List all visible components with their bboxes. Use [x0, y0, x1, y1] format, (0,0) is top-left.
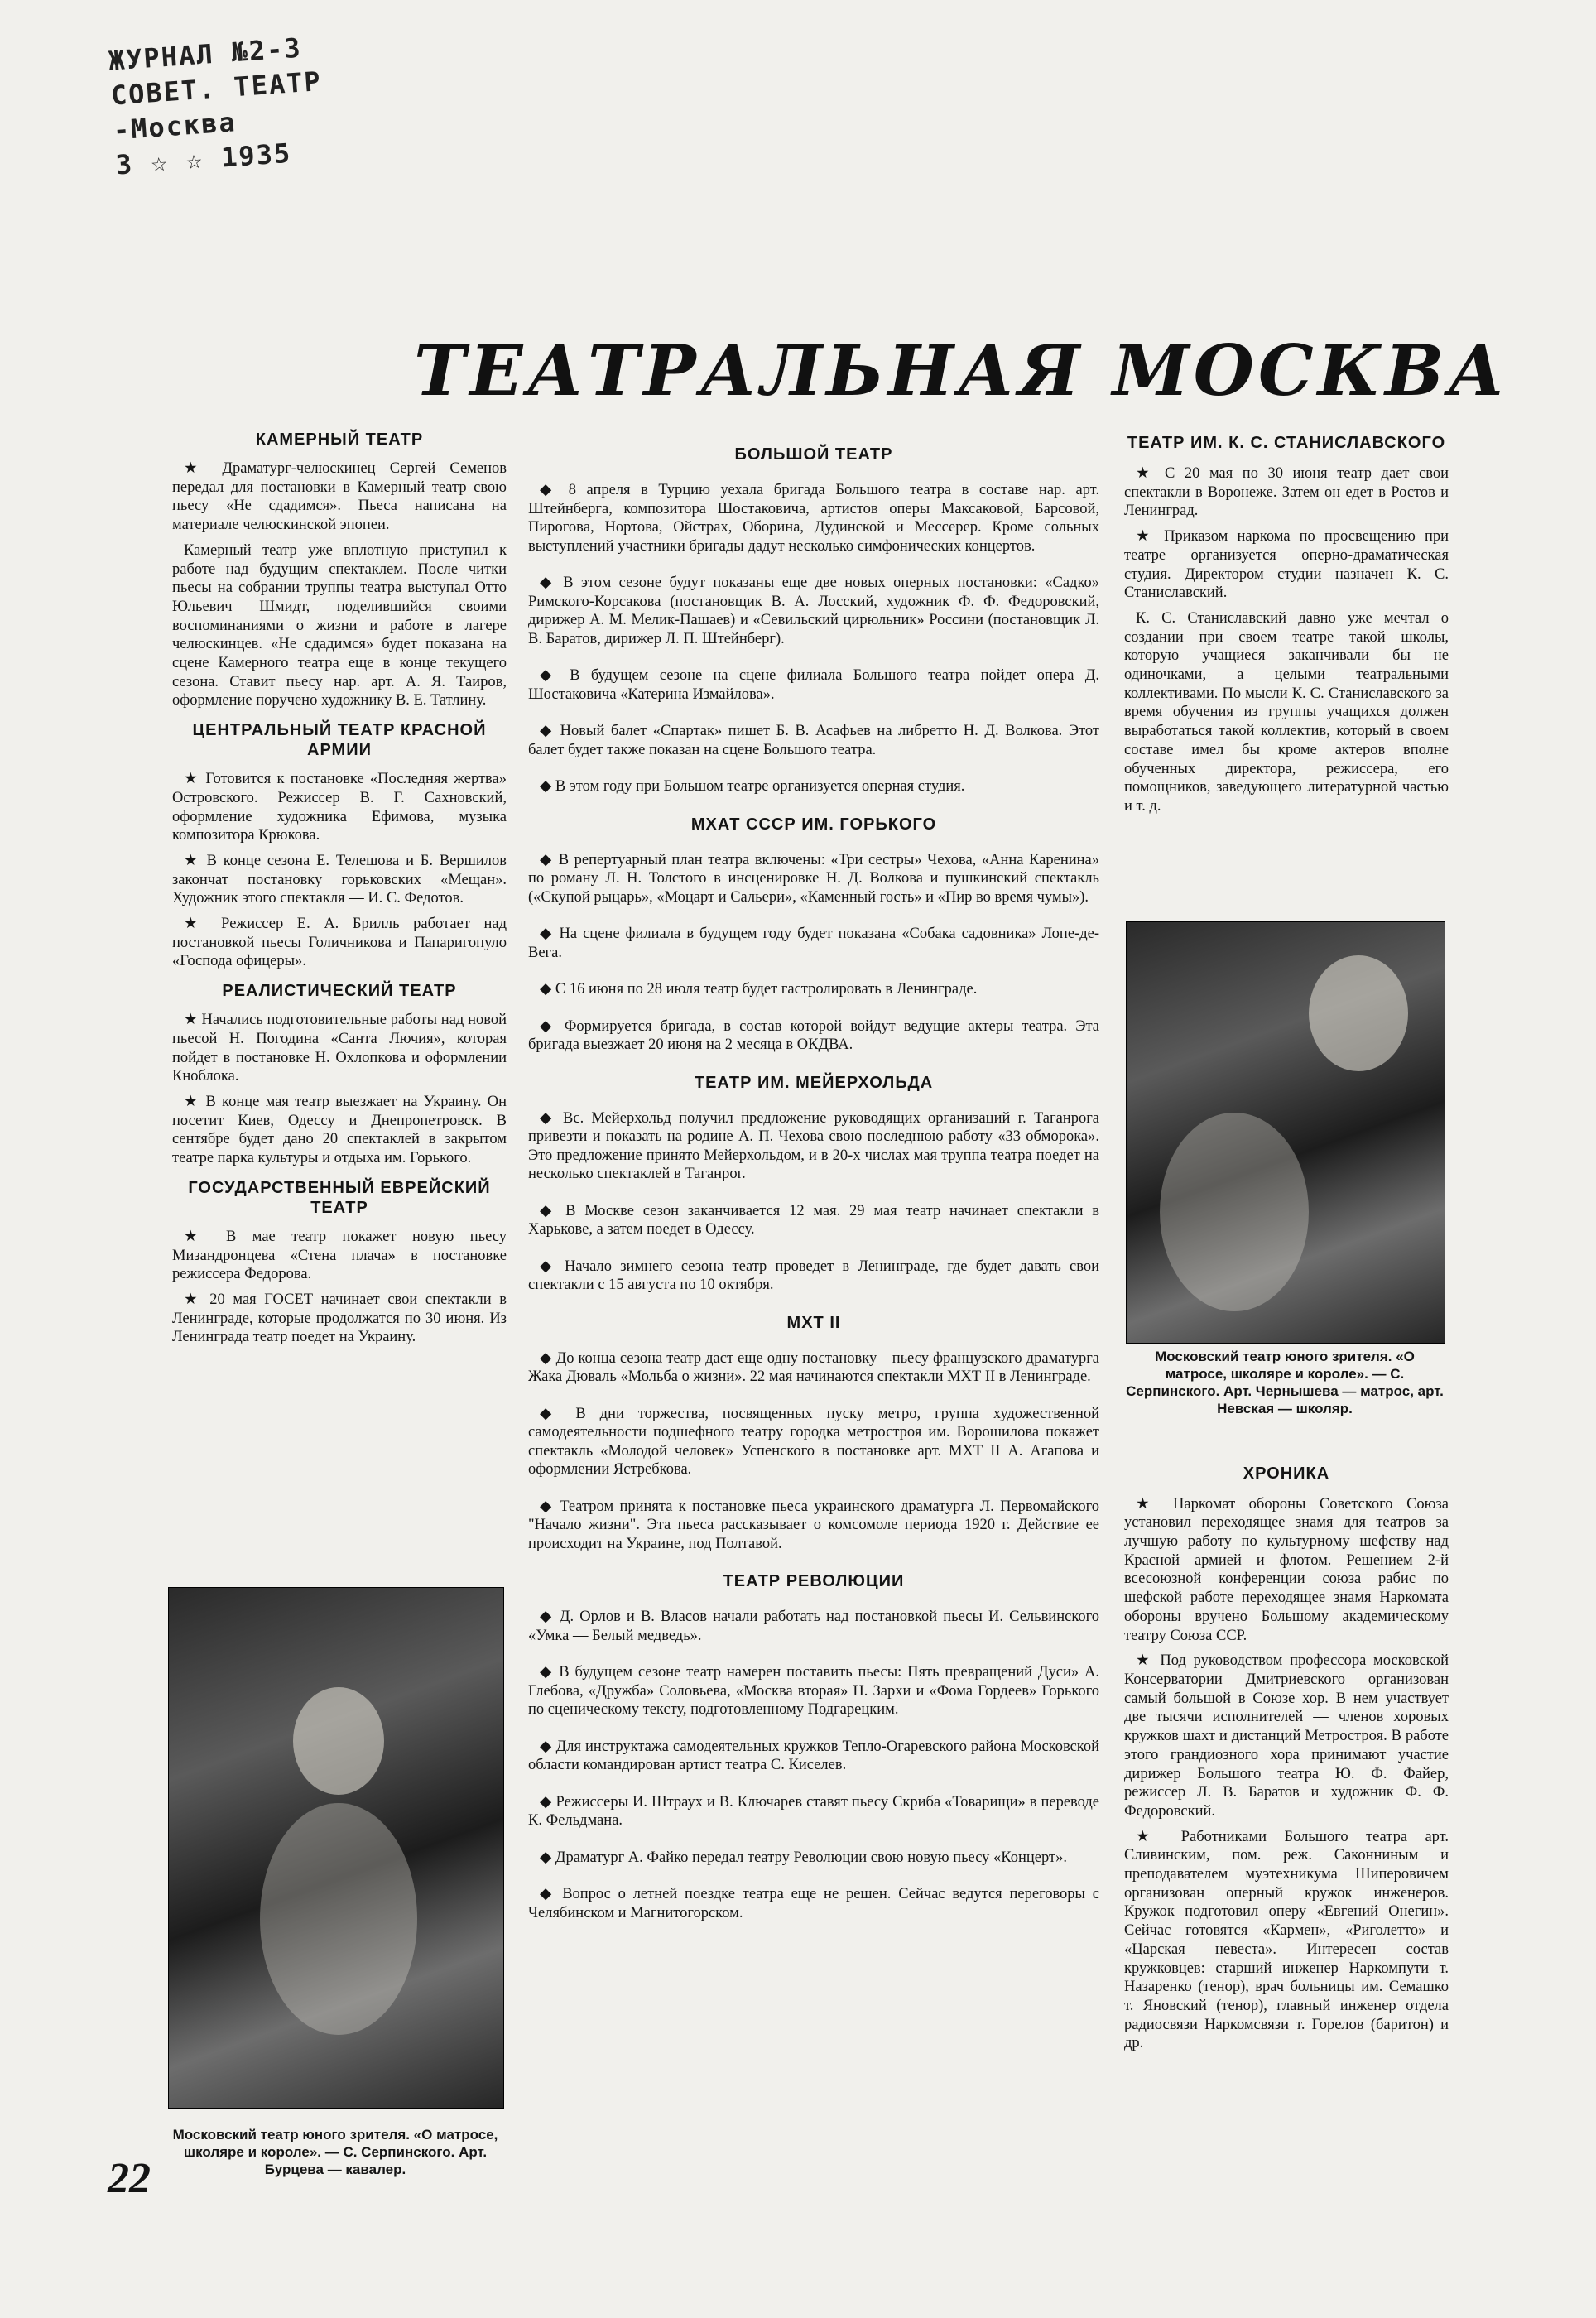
article-paragraph: ◆ Вопрос о летней поездке театра еще не решен. Сейчас ведутся переговоры с Челябинском и Магнитогорском.	[528, 1886, 1099, 1921]
article-section	[1124, 1464, 1449, 2053]
article-section	[172, 720, 507, 971]
article-paragraph: ◆ Начало зимнего сезона театр проведет в Ленинграде, где будет давать свои спектакли с 15 августа по 10 октября.	[528, 1258, 1099, 1293]
article-paragraph: ◆ До конца сезона театр даст еще одну постановку—пьесу французского драматурга Жака Дюваль «Мольба о жизни». 22 мая начинаются спектакли МХТ II в Ленинграде.	[528, 1349, 1099, 1385]
article-paragraph: ◆ В будущем сезоне на сцене филиала Большого театра пойдет опера Д. Шостаковича «Катерина Измайлова».	[528, 667, 1099, 703]
article-paragraph: ◆ В этом сезоне будут показаны еще две новых оперных постановки: «Садко» Римского-Корсакова (постановщик В. А. Лосский, художник Ф. Ф. Федоровский, дирижер А. М. Мелик-Пашаев) и «Севильский цирюльник» Россини (постановщик Л. В. Баратов, дирижер Л. П. Штейнберг).	[528, 575, 1099, 647]
photo-caption-left: Московский театр юного зрителя. «О матросе, школяре и короле». — С. Серпинского. Арт. Бурцева — кавалер.	[172, 2127, 498, 2177]
section-heading: МХАТ СССР ИМ. ГОРЬКОГО	[690, 815, 937, 834]
article-paragraph: ★ Работниками Большого театра арт. Сливинским, пом. реж. Саконниным и преподавателем муэтехникума Шиперовичем организован оперный кружок инженеров. Кружок подготовил оперу «Евгений Онегин». Сейчас готовятся «Кармен», «Риголетто» и «Царская невеста». Интересен состав кружковцев: старший инженер Наркомпути т. Назаренко (тенор), врач больницы им. Семашко т. Яновский (тенор), главный инженер отдела радиосвязи Наркомсвязи т. Горелов (баритон) и др.	[1124, 1828, 1449, 2052]
section-heading: ТЕАТР ИМ. МЕЙЕРХОЛЬДА	[694, 1073, 934, 1092]
archive-stamp	[108, 20, 464, 183]
article-paragraph: ◆ В этом году при Большом театре организуется оперная студия.	[540, 778, 965, 795]
photo-figure-body	[1160, 1113, 1309, 1311]
article-section	[1124, 433, 1449, 816]
column-left	[172, 426, 507, 1357]
article-paragraph: Камерный театр уже вплотную приступил к работе над будущим спектаклем. После читки пьесы на собрании труппы театра выступал Отто Юльевич Шмидт, поделившийся своими воспоминаниями о жизни и работе в лагере челюскинцев. «Не сдадимся» будет показана на сцене Камерного театра еще в конце текущего сезона. Ставит пьесу нар. арт. А. Я. Таиров, оформление поручено художнику В. Е. Татлину.	[172, 541, 507, 709]
section-heading: ГОСУДАРСТВЕННЫЙ ЕВРЕЙСКИЙ ТЕАТР	[188, 1178, 491, 1217]
section-heading: БОЛЬШОЙ ТЕАТР	[734, 445, 893, 464]
article-paragraph: ◆ В репертуарный план театра включены: «Три сестры» Чехова, «Анна Каренина» по роману Л. Н. Толстого в инсценировке Н. Д. Волкова и пушкинский спектакль («Скупой рыцарь», «Моцарт и Сальери», «Каменный гость» и «Пир во время чумы»).	[528, 851, 1099, 906]
section-heading: РЕАЛИСТИЧЕСКИЙ ТЕАТР	[222, 982, 457, 1001]
article-paragraph: ◆ Драматург А. Файко передал театру Революции свою новую пьесу «Концерт».	[540, 1849, 1067, 1866]
article-section	[528, 815, 1099, 1055]
article-section	[172, 981, 507, 1168]
section-heading: МХТ II	[786, 1313, 841, 1332]
article-section	[528, 1313, 1099, 1554]
article-paragraph: ◆ 8 апреля в Турцию уехала бригада Большого театра в составе нар. арт. Штейнберга, композитора Шостаковича, артистов оперы Максаковой, Барсовой, Пироговa, Нортова, Ойстрах, Оборина, Дудинской и Мессерер. Кроме сольных выступлений участники бригады дадут несколько симфонических концертов.	[528, 482, 1099, 555]
photo-caption-right: Московский театр юного зрителя. «О матросе, школяре и короле». — С. Серпинского. Арт. Чернышева — матрос, арт. Невская — школяр.	[1126, 1349, 1444, 1416]
article-paragraph: ◆ С 16 июня по 28 июля театр будет гастролировать в Ленинграде.	[540, 981, 978, 998]
article-paragraph: ◆ В дни торжества, посвященных пуску метро, группа художественной самодеятельности подшефного театру городка метростроя им. Ворошилова покажет спектакль «Молодой человек» Успенского в постановке арт. МХТ II А. Агапова и оформлении Ястребкова.	[528, 1405, 1099, 1478]
article-paragraph: ★ В мае театр покажет новую пьесу Мизандронцева «Стена плача» в постановке режиссера Федорова.	[172, 1228, 507, 1283]
article-paragraph: ★ Драматург-челюскинец Сергей Семенов передал для постановки в Камерный театр свою пьесу «Не сдадимся». Пьеса написана на материале челюскинской эпопеи.	[172, 460, 507, 534]
article-section	[172, 1178, 507, 1347]
section-heading: ХРОНИКА	[1243, 1464, 1330, 1483]
article-paragraph: К. С. Станиславский давно уже мечтал о создании при своем театре такой школы, которую учащиеся заканчивали бы не одиночками, а целыми театральными коллективами. По мысли К. С. Станиславского за время обучения из группы учащихся должен выработаться такой коллектив, который в своем составе имел бы кроме актеров вполне обученных директора, режиссера, его помощников, заведующего литературной частью и т. д.	[1124, 609, 1449, 815]
photo-figure-head	[293, 1687, 384, 1795]
column-center	[528, 426, 1099, 1940]
section-heading: ТЕАТР РЕВОЛЮЦИИ	[723, 1572, 905, 1590]
article-paragraph: ★ Наркомат обороны Советского Союза установил переходящее знамя для театров за лучшую работу по культурному шефству над Красной армией и флотом. Решением 2-й всесоюзной конференции союза рабис по шефской работе переходящее знамя Наркомата обороны вручено Большому академическому театру Союза ССР.	[1124, 1495, 1449, 1644]
photo-cavalier	[168, 1587, 504, 2109]
stamp-line-publisher: СОВЕТ. ТЕАТР -Москва	[109, 65, 323, 147]
article-paragraph: ◆ На сцене филиала в будущем году будет показана «Собака садовника» Лопе-де-Вега.	[528, 926, 1099, 961]
page-title: ТЕАТРАЛЬНАЯ МОСКВА	[414, 329, 1509, 411]
article-section	[172, 430, 507, 710]
article-paragraph: ★ 20 мая ГОСЕТ начинает свои спектакли в Ленинграде, которые продолжатся по 30 июня. Из Ленинграда театр поедет на Украину.	[172, 1291, 507, 1346]
article-paragraph: ★ Режиссер Е. А. Брилль работает над постановкой пьесы Голичникова и Папаригопуло «Господа офицеры».	[172, 916, 507, 970]
article-paragraph: ◆ Формируется бригада, в состав которой войдут ведущие актеры театра. Эта бригада выезжает 20 июня на 2 месяца в ОКДВА.	[528, 1017, 1099, 1053]
article-paragraph: ◆ Д. Орлов и В. Власов начали работать над постановкой пьесы И. Сельвинского «Умка — Белый медведь».	[528, 1609, 1099, 1644]
article-paragraph: ★ Начались подготовительные работы над новой пьесой Н. Погодина «Санта Лючия», которая пойдет в постановке Н. Охлопкова и оформлении Кноблока.	[172, 1012, 507, 1085]
article-section	[528, 445, 1099, 796]
photo-sailor-student	[1126, 921, 1445, 1344]
section-heading: ЦЕНТРАЛЬНЫЙ ТЕАТР КРАСНОЙ АРМИИ	[192, 721, 487, 760]
article-paragraph: ◆ Режиссеры И. Штраух и В. Ключарев ставят пьесу Скриба «Товарищи» в переводе К. Фельдмана.	[528, 1793, 1099, 1829]
page-number: 22	[108, 2155, 151, 2202]
article-paragraph: ◆ Для инструктажа самодеятельных кружков Тепло-Огаревского района Московской области командирован артист театра С. Киселев.	[528, 1738, 1099, 1773]
article-paragraph: ★ В конце мая театр выезжает на Украину. Он посетит Киев, Одессу и Днепропетровск. В сентябре будет дано 20 спектаклей в закрытом театре парка культуры и отдыха им. Горького.	[172, 1093, 507, 1167]
article-paragraph: ★ Приказом наркома по просвещению при театре организуется оперно-драматическая студия. Директором студии назначен К. С. Станиславский.	[1124, 528, 1449, 602]
section-heading: ТЕАТР ИМ. К. С. СТАНИСЛАВСКОГО	[1127, 434, 1446, 452]
photo-figure-head	[1309, 955, 1408, 1071]
stamp-line-journal: ЖУРНАЛ №2-3	[107, 31, 303, 77]
article-paragraph: ★ Готовится к постановке «Последняя жертва» Островского. Режиссер В. Г. Сахновский, оформление художника Ефимова, музыка композитора Крюкова.	[172, 771, 507, 844]
article-paragraph: ◆ Театром принята к постановке пьеса украинского драматурга Л. Первомайского "Начало жизни". Эта пьеса рассказывает о комсомоле периода 1920 г. Действие ее происходит на Украине, под Полтавой.	[528, 1498, 1099, 1552]
article-paragraph: ◆ В Москве сезон заканчивается 12 мая. 29 мая театр начинает спектакли в Харькове, а затем поедет в Одессу.	[528, 1202, 1099, 1238]
article-paragraph: ★ В конце сезона Е. Телешова и Б. Вершилов закончат постановку горьковских «Мещан». Художник этого спектакля — И. С. Федотов.	[172, 852, 507, 907]
stamp-line-year: 3 ☆ ☆ 1935	[114, 137, 293, 181]
article-paragraph: ★ С 20 мая по 30 июня театр дает свои спектакли в Воронеже. Затем он едет в Ростов и Ленинград.	[1124, 465, 1449, 520]
article-paragraph: ◆ Вс. Мейерхольд получил предложение руководящих организаций г. Таганрога привезти и показать на родине А. П. Чехова свою последнюю работу «33 обморока». Это предложение принято Мейерхольдом, и в 20-х числах мая труппа театра поедет на несколько спектаклей в Таганрог.	[528, 1109, 1099, 1182]
article-section	[528, 1073, 1099, 1295]
article-paragraph: ★ Под руководством профессора московской Консерватории Дмитриевского организован самый большой в Союзе хор. В нем участвует две тысячи исполнителей — членов хоровых кружков шахт и дистанций Метростроя. В работе этого грандиозного хора принимают участие дирижер Большого театра Ю. Ф. Файер, режиссер Л. В. Баратов и художник Ф. Ф. Федоровский.	[1124, 1652, 1449, 1820]
article-section	[528, 1571, 1099, 1922]
article-paragraph: ◆ Новый балет «Спартак» пишет Б. В. Асафьев на либретто Н. Д. Волкова. Этот балет будет также показан на сцене Большого театра.	[528, 723, 1099, 758]
photo-figure-body	[260, 1803, 417, 2035]
article-paragraph: ◆ В будущем сезоне театр намерен поставить пьесы: Пять превращений Дуси» А. Глебова, «Дружба» Соловьева, «Москва вторая» Н. Зархи и «Фома Гордеев» Горького по сценическому тексту, подготовленному Подгарецким.	[528, 1664, 1099, 1718]
section-heading: КАМЕРНЫЙ ТЕАТР	[255, 430, 424, 449]
